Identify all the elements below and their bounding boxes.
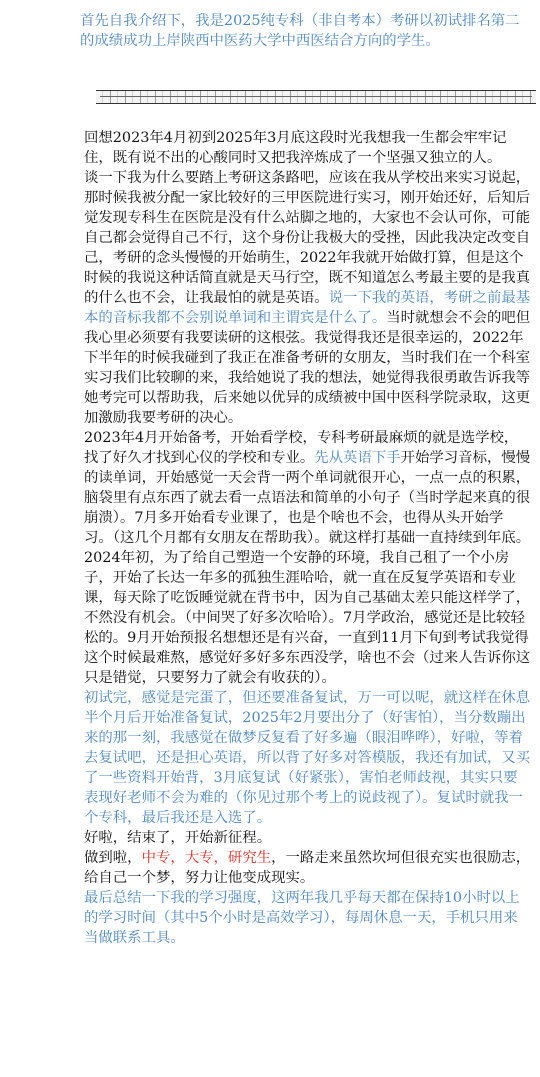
paragraph-prep	[84, 428, 532, 548]
done-text: 做到啦，	[84, 850, 142, 866]
why-text-cont: 当时就想会不会的吧但我心里必须要有我要读研的这根弦。我觉得我还是很幸运的，2022年下半年的时候我碰到了我正在准备考研的女朋友，当时我们在一个科室实习我们比较聊的来，我给她说了我的想法，她觉得我很勇敢告诉我等她考完可以帮助我，后来她以优异的成绩被中国中医科学院录取，这更加激励我要考研的决心。	[84, 310, 531, 426]
prep-text-cont: 开始学习音标，慢慢的读单词，开始感觉一天会背一两个单词就很开心，一点一点的积累，脑袋里有点东西了就去看一点语法和简单的小句子（当时学起来真的很崩溃）。7月多开始看专业课了，也是个啥也不会，也得从头开始学习。（这几个月都有女朋友在帮助我）。就这样打基础一直持续到年底。	[84, 450, 531, 546]
done-text-cont: ，一路走来虽然坎坷但很充实也很励志，给自己一个梦，努力让他变成现实。	[84, 850, 531, 886]
education-highlight: 中专，大专，研究生	[141, 850, 272, 866]
paragraph-end: 好啦，结束了，开始新征程。	[84, 830, 272, 846]
intro-paragraph: 首先自我介绍下，我是2025纯专科（非自考本）考研以初试排名第二的成绩成功上岸陕西中医药大学中西医结合方向的学生。	[80, 13, 520, 49]
article-body	[84, 128, 532, 948]
paragraph-exam	[84, 688, 532, 828]
paragraph-2024: 2024年初，为了给自己塑造一个安静的环境，我自己租了一个小房子，开始了长达一年多的孤独生涯哈哈，就一直在反复学英语和专业课，每天除了吃饭睡觉就在背书中，因为自己基础太差只能这样学了，不然没有机会。（中间哭了好多次哈哈）。7月学政治，感觉还是比较轻松的。9月开始预报名想想还是有兴奋，一直到11月下旬到考试我觉得这个时候最难熬，感觉好多好多东西没学，啥也不会（过来人告诉你这只是错觉，只要努力了就会有收获的）。	[84, 550, 531, 686]
embedded-document-image	[96, 90, 536, 104]
paragraph-done	[84, 848, 532, 888]
exam-text: 初试完，感觉是完蛋了，但还要准备复试，万一可以呢，就这样在休息半个月后开始准备复试，2025年2月要出分了（好害怕），当分数蹦出来的那一刻，我感觉在做梦反复看了好多遍（眼泪哗哗），好啦，等着去复试吧，还是担心英语，所以背了好多对答模版，我还有加试，又买了一些资料开始背，3月底复试（好紧张），害怕老师歧视，其实只要表现好老师不会为难的（你见过那个考上的说歧视了）。	[84, 690, 531, 806]
paragraph-recall: 回想2023年4月初到2025年3月底这段时光我想我一生都会牢牢记住，既有说不出的心酸同时又把我淬炼成了一个坚强又独立的人。	[84, 130, 507, 166]
english-highlight: 说一下我的英语，考研之前最基本的音标我都不会别说单词和主谓宾是什么了。	[84, 290, 531, 326]
why-text: 谈一下我为什么要踏上考研这条路吧，应该在我从学校出来实习说起，那时候我被分配一家比较好的三甲医院进行实习，刚开始还好，后知后觉发现专科生在医院是没有什么站脚之地的，大家也不会认可你，可能自己都会觉得自己不行，这个身份让我极大的受挫，因此我决定改变自己，考研的念头慢慢的开始萌生，2022年我就开始做打算，但是这个时候的我说这种话简直就是天马行空，既不知道怎么考最主要的是我真的什么也不会，让我最怕的就是英语。	[84, 170, 531, 306]
embedded-image-line	[100, 96, 532, 97]
exam-result: 复试时就我一个专科，最后我还是入选了。	[84, 790, 523, 826]
english-first-highlight: 先从英语下手	[314, 450, 401, 466]
prep-text: 2023年4月开始备考，开始看学校，专科考研最麻烦的就是选学校，找了好久才找到心仪的学校和专业。	[84, 430, 519, 466]
paragraph-summary: 最后总结一下我的学习强度，这两年我几乎每天都在保持10小时以上的学习时间（其中5个小时是高效学习），每周休息一天，手机只用来当做联系工具。	[84, 890, 520, 946]
paragraph-why	[84, 168, 532, 428]
